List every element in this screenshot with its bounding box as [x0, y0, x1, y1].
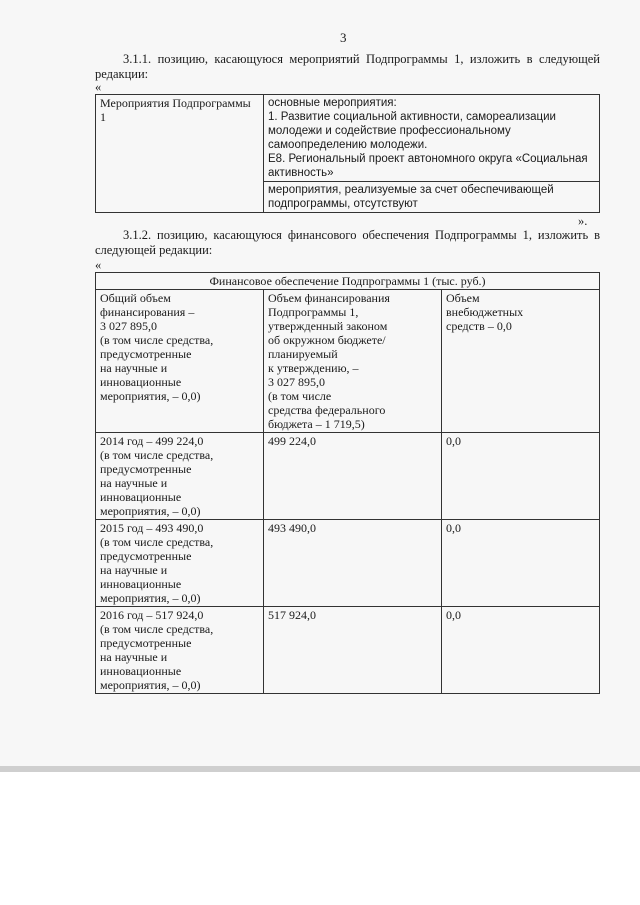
row-extra: 0,0	[442, 520, 600, 607]
section-3-1-1-text: 3.1.1. позицию, касающуюся мероприятий Подпрограммы 1, изложить в следующей редакции:	[95, 52, 600, 81]
row-year: 2015 год – 493 490,0 (в том числе средства, предусмотренные на научные и инновационные мероприятия, – 0,0)	[96, 520, 264, 607]
other-measures-cell: мероприятия, реализуемые за счет обеспечивающей подпрограммы, отсутствуют	[264, 182, 600, 213]
open-quote-1: «	[95, 80, 102, 94]
row-budget: 517 924,0	[264, 607, 442, 694]
financing-caption: Финансовое обеспечение Подпрограммы 1 (тыс. руб.)	[96, 273, 600, 290]
page-number: 3	[340, 30, 347, 45]
row-extra: 0,0	[442, 433, 600, 520]
table-row	[96, 433, 600, 520]
header-total: Общий объем финансирования – 3 027 895,0 (в том числе средства, предусмотренные на научные и инновационные мероприятия, – 0,0)	[96, 290, 264, 433]
table-header-row	[96, 290, 600, 433]
row-budget: 499 224,0	[264, 433, 442, 520]
header-budget: Объем финансирования Подпрограммы 1, утвержденный законом об окружном бюджете/ планируемый к утверждению, – 3 027 895,0 (в том числе средства федерального бюджета – 1 719,5)	[264, 290, 442, 433]
section-3-1-2-text: 3.1.2. позицию, касающуюся финансового обеспечения Подпрограммы 1, изложить в следующей редакции:	[95, 228, 600, 257]
table-row	[96, 520, 600, 607]
open-quote-2: «	[95, 258, 102, 272]
financing-table	[95, 272, 600, 694]
row-year: 2014 год – 499 224,0 (в том числе средства, предусмотренные на научные и инновационные мероприятия, – 0,0)	[96, 433, 264, 520]
main-measures-cell: основные мероприятия: 1. Развитие социальной активности, самореализации молодежи и содействие профессиональному самоопределению молодежи. Е8. Региональный проект автономного округа «Социальная активность»	[264, 95, 600, 182]
close-quote-1: ».	[578, 214, 588, 228]
row-extra: 0,0	[442, 607, 600, 694]
scan-edge	[0, 766, 640, 772]
header-extrabudgetary: Объем внебюджетных средств – 0,0	[442, 290, 600, 433]
row-budget: 493 490,0	[264, 520, 442, 607]
measures-label: Мероприятия Подпрограммы 1	[96, 95, 264, 213]
table-row	[96, 607, 600, 694]
row-year: 2016 год – 517 924,0 (в том числе средства, предусмотренные на научные и инновационные мероприятия, – 0,0)	[96, 607, 264, 694]
measures-table	[95, 94, 600, 213]
